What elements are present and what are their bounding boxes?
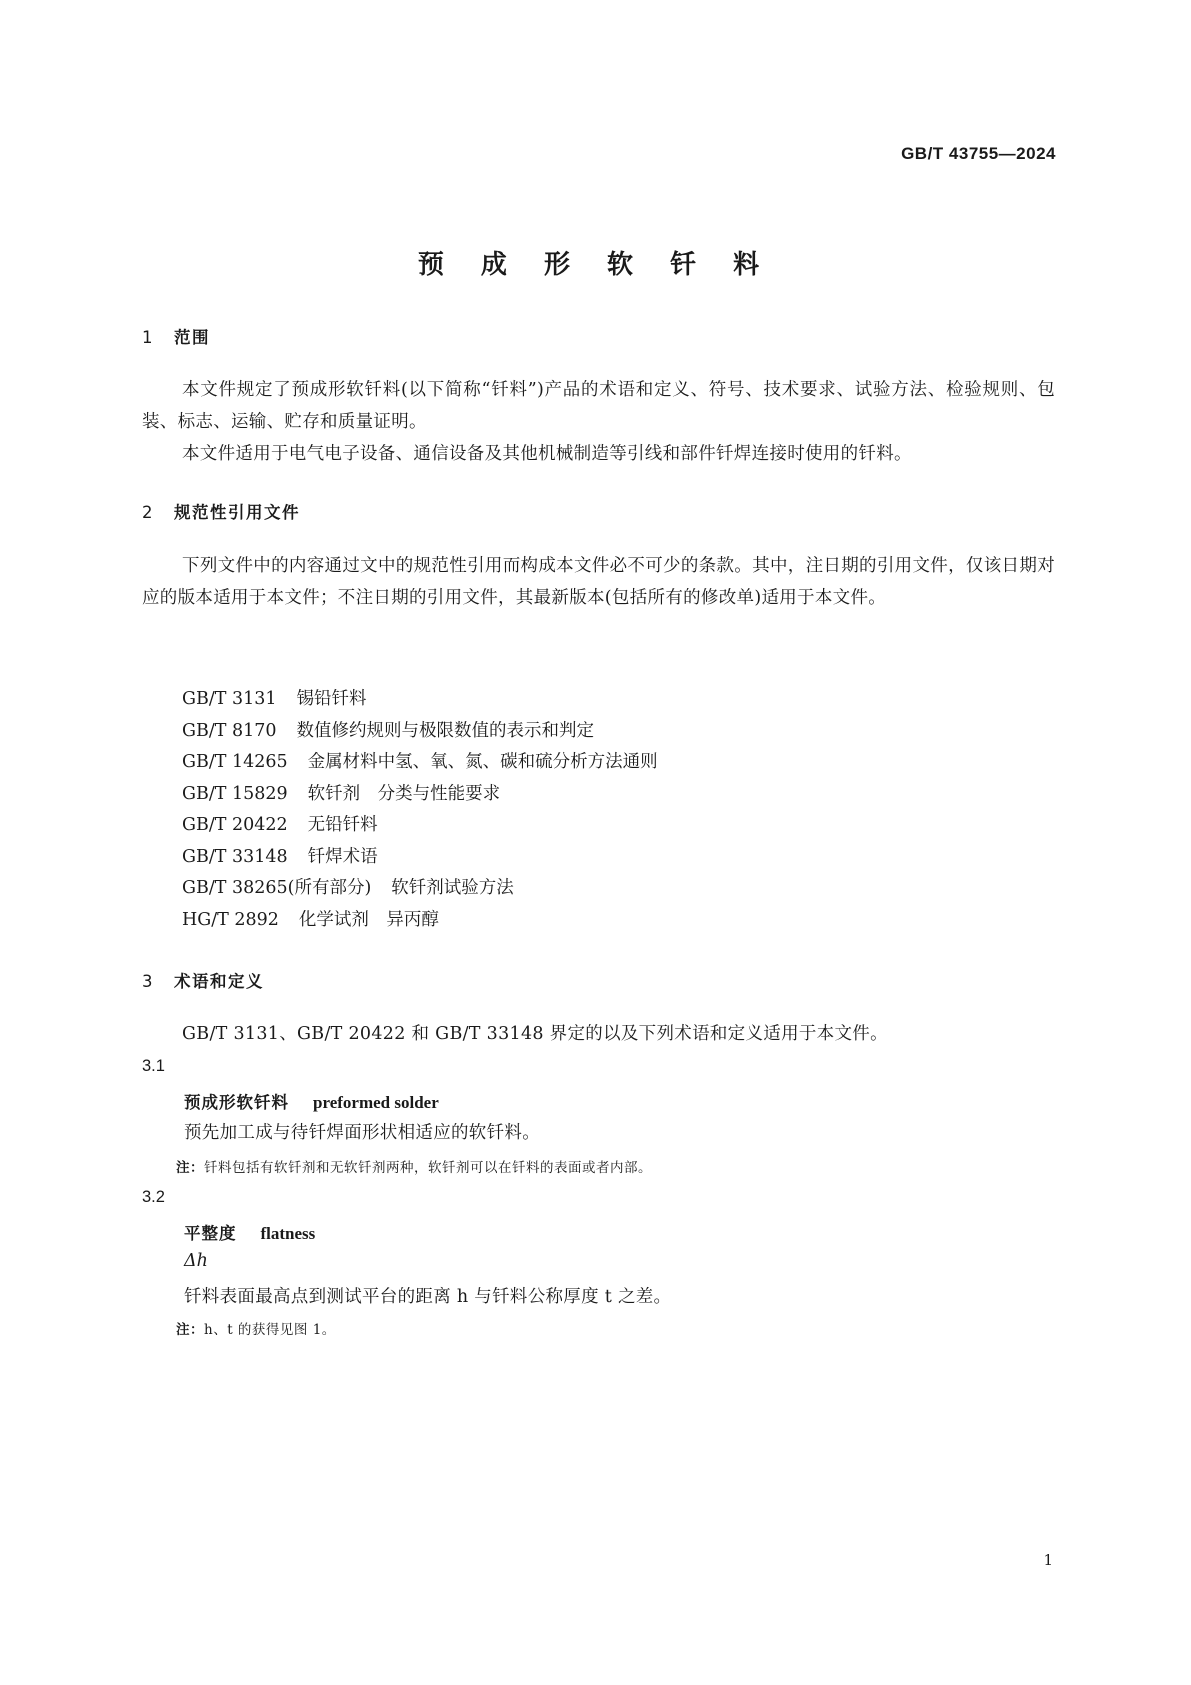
- reference-item: [182, 873, 658, 905]
- reference-item: [182, 716, 658, 748]
- reference-code: GB/T 38265(所有部分): [182, 878, 372, 898]
- reference-code: HG/T 2892: [182, 909, 279, 930]
- scope-paragraph-1: 本文件规定了预成形软钎料(以下简称“钎料”)产品的术语和定义、符号、技术要求、试验方法、检验规则、包装、标志、运输、贮存和质量证明。: [142, 380, 1055, 432]
- clause-number: 3.2: [142, 1188, 165, 1206]
- term-symbol: Δh: [184, 1251, 208, 1271]
- document-title: 预 成 形 软 钎 料: [417, 250, 774, 280]
- reference-title: 数值修约规则与极限数值的表示和判定: [296, 720, 595, 741]
- term-entry: [184, 1220, 315, 1244]
- term-definition: 预先加工成与待钎焊面形状相适应的软钎料。: [184, 1123, 540, 1143]
- standard-code: GB/T 43755—2024: [901, 144, 1056, 163]
- section-title: 范围: [174, 328, 210, 347]
- section-1-heading: [142, 324, 210, 348]
- note-text: 钎料包括有软钎剂和无软钎剂两种，软钎剂可以在钎料的表面或者内部。: [204, 1160, 652, 1176]
- term-english: preformed solder: [313, 1093, 439, 1112]
- term-note: [176, 1318, 336, 1338]
- reference-title: 金属材料中氢、氧、氮、碳和硫分析方法通则: [307, 752, 658, 772]
- clause-number: 3.1: [142, 1057, 165, 1075]
- reference-list: [182, 684, 658, 936]
- reference-code: GB/T 8170: [182, 720, 277, 741]
- section-number: 1: [142, 328, 154, 347]
- section-number: 3: [142, 972, 154, 991]
- scope-paragraph-2: 本文件适用于电气电子设备、通信设备及其他机械制造等引线和部件钎焊连接时使用的钎料。: [182, 444, 912, 464]
- note-text: h、t 的获得见图 1。: [204, 1322, 336, 1338]
- section-title: 规范性引用文件: [174, 503, 300, 522]
- page-number: 1: [1043, 1551, 1053, 1569]
- section-number: 2: [142, 503, 154, 522]
- reference-title: 钎焊术语: [307, 846, 378, 867]
- reference-code: GB/T 33148: [182, 846, 288, 867]
- section-title: 术语和定义: [174, 972, 264, 991]
- term-english: flatness: [260, 1224, 316, 1243]
- term-chinese: 预成形软钎料: [184, 1093, 289, 1112]
- reference-item: [182, 842, 658, 874]
- reference-item: [182, 810, 658, 842]
- reference-item: [182, 905, 658, 937]
- section-3-heading: [142, 968, 264, 992]
- note-label: 注：: [176, 1160, 204, 1176]
- reference-code: GB/T 3131: [182, 689, 277, 709]
- reference-code: GB/T 14265: [182, 752, 288, 772]
- term-note: [176, 1156, 652, 1176]
- reference-item: [182, 779, 658, 811]
- reference-item: [182, 747, 658, 779]
- normative-references-intro: 下列文件中的内容通过文中的规范性引用而构成本文件必不可少的条款。其中，注日期的引用文件，仅该日期对应的版本适用于本文件；不注日期的引用文件，其最新版本(包括所有的修改单)适用于本文件。: [142, 556, 1055, 608]
- term-chinese: 平整度: [184, 1224, 237, 1243]
- note-label: 注：: [176, 1322, 204, 1338]
- reference-title: 化学试剂 异丙醇: [298, 909, 439, 930]
- reference-item: [182, 684, 658, 716]
- reference-title: 软钎剂试验方法: [391, 878, 514, 898]
- reference-title: 锡铅钎料: [296, 689, 367, 709]
- reference-code: GB/T 20422: [182, 815, 288, 835]
- section-2-heading: [142, 499, 300, 523]
- reference-code: GB/T 15829: [182, 783, 288, 804]
- reference-title: 软钎剂 分类与性能要求: [307, 783, 501, 804]
- terms-intro: GB/T 3131、GB/T 20422 和 GB/T 33148 界定的以及下列术语和定义适用于本文件。: [182, 1024, 888, 1044]
- reference-title: 无铅钎料: [307, 815, 378, 835]
- term-entry: [184, 1089, 439, 1113]
- term-definition: 钎料表面最高点到测试平台的距离 h 与钎料公称厚度 t 之差。: [184, 1287, 672, 1307]
